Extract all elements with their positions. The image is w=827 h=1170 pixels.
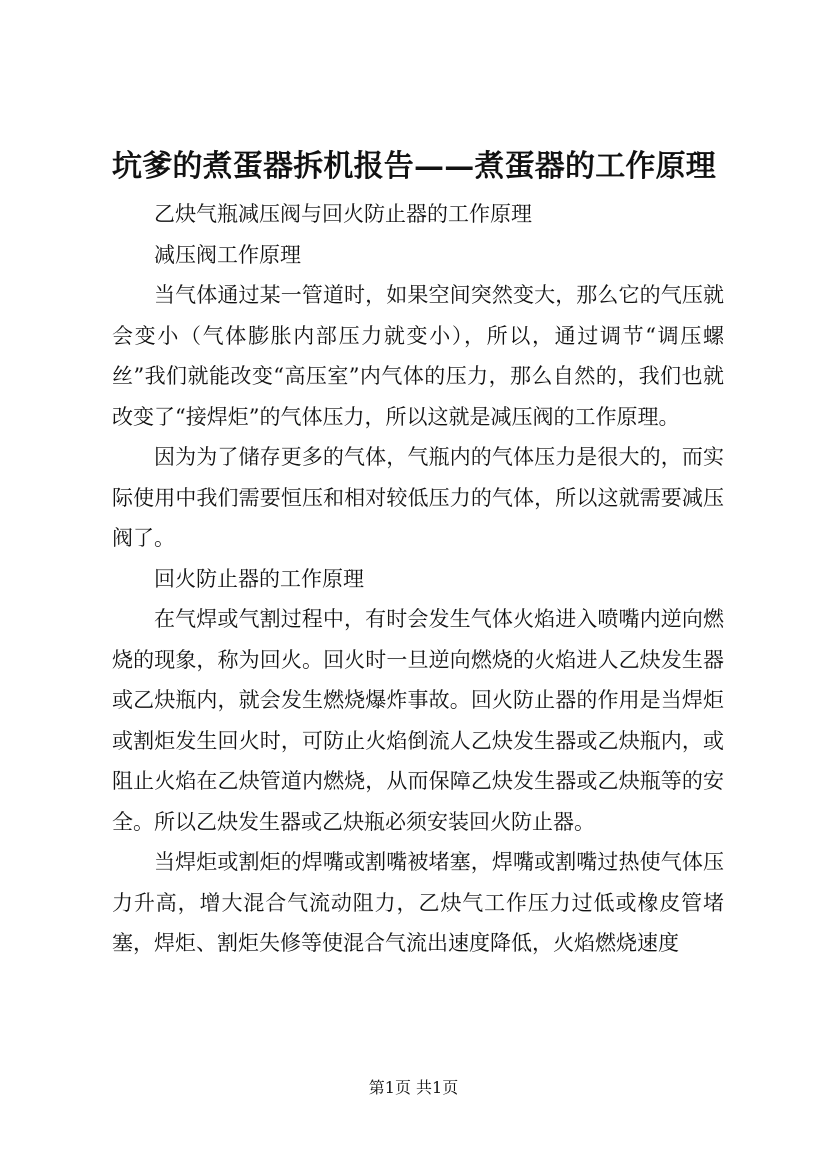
page-number-footer: 第1页 共1页	[368, 1078, 459, 1097]
paragraph: 因为为了储存更多的气体，气瓶内的气体压力是很大的，而实际使用中我们需要恒压和相对较低压力的气体，所以这就需要减压阀了。	[112, 445, 724, 550]
document-title: 坑爹的煮蛋器拆机报告——煮蛋器的工作原理	[112, 149, 716, 184]
paragraph: 当气体通过某一管道时，如果空间突然变大，那么它的气压就会变小（气体膨胀内部压力就变小），所以，通过调节“调压螺丝”我们就能改变“高压室”内气体的压力，那么自然的，我们也就改变了“接焊炬”的气体压力，所以这就是减压阀的工作原理。	[112, 283, 724, 429]
paragraph: 在气焊或气割过程中，有时会发生气体火焰进入喷嘴内逆向燃烧的现象，称为回火。回火时一旦逆向燃烧的火焰进人乙炔发生器或乙炔瓶内，就会发生燃烧爆炸事故。回火防止器的作用是当焊炬或割炬发生回火时，可防止火焰倒流人乙炔发生器或乙炔瓶内，或阻止火焰在乙炔管道内燃烧，从而保障乙炔发生器或乙炔瓶等的安全。所以乙炔发生器或乙炔瓶必须安装回火防止器。	[112, 607, 724, 834]
paragraph-heading: 乙炔气瓶减压阀与回火防止器的工作原理	[154, 202, 532, 226]
paragraph-subheading: 减压阀工作原理	[154, 242, 301, 267]
paragraph: 当焊炬或割炬的焊嘴或割嘴被堵塞，焊嘴或割嘴过热使气体压力升高，增大混合气流动阻力，乙炔气工作压力过低或橡皮管堵塞，焊炬、割炬失修等使混合气流出速度降低，火焰燃烧速度	[112, 850, 724, 955]
document-body	[112, 194, 724, 964]
paragraph-subheading: 回火防止器的工作原理	[154, 566, 364, 591]
